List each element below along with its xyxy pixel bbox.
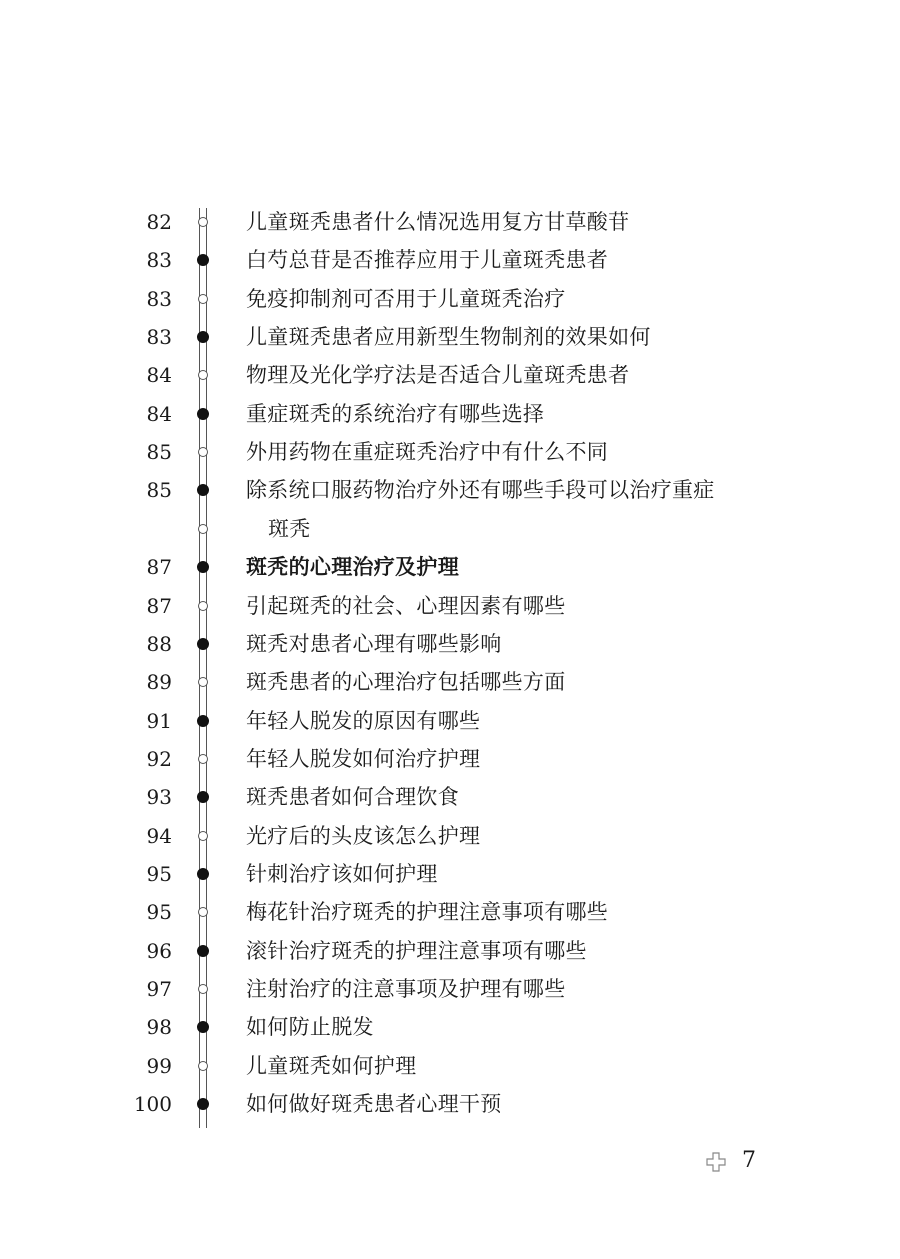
medical-cross-icon xyxy=(706,1152,726,1172)
filled-bullet-icon xyxy=(197,561,209,573)
toc-page-number: 85 xyxy=(146,440,172,465)
toc-entry-title: 引起斑秃的社会、心理因素有哪些 xyxy=(246,593,566,618)
toc-page-number: 84 xyxy=(146,401,172,426)
toc-entry-title: 斑秃患者如何合理饮食 xyxy=(246,785,459,810)
filled-bullet-icon xyxy=(197,1021,209,1033)
toc-entry-title: 白芍总苷是否推荐应用于儿童斑秃患者 xyxy=(246,248,609,273)
toc-entry xyxy=(0,280,900,318)
filled-bullet-icon xyxy=(197,791,209,803)
toc-entry xyxy=(0,1008,900,1046)
hollow-bullet-icon xyxy=(198,907,208,917)
hollow-bullet-icon xyxy=(198,601,208,611)
toc-entry xyxy=(0,855,900,893)
toc-page-number: 96 xyxy=(146,938,172,963)
toc-entry-title: 斑秃患者的心理治疗包括哪些方面 xyxy=(246,670,566,695)
toc-page-number: 91 xyxy=(146,708,172,733)
toc-entry xyxy=(0,663,900,701)
toc-page-number: 95 xyxy=(146,861,172,886)
toc-entry xyxy=(0,817,900,855)
toc-entry xyxy=(0,970,900,1008)
toc-entry xyxy=(0,548,900,586)
hollow-bullet-icon xyxy=(198,1061,208,1071)
toc-page-number: 97 xyxy=(146,977,172,1001)
toc-entry-title: 如何防止脱发 xyxy=(246,1015,374,1040)
hollow-bullet-icon xyxy=(198,984,208,994)
toc-section-heading: 斑秃的心理治疗及护理 xyxy=(246,555,459,580)
toc-entry xyxy=(0,893,900,931)
toc-entry xyxy=(0,433,900,471)
toc-entry xyxy=(0,625,900,663)
filled-bullet-icon xyxy=(197,945,209,957)
toc-entry xyxy=(0,1085,900,1123)
toc-entry xyxy=(0,932,900,970)
toc-page-number: 83 xyxy=(146,325,172,350)
toc-entry-title: 年轻人脱发如何治疗护理 xyxy=(246,746,481,771)
toc-entry xyxy=(0,587,900,625)
toc-page-number: 89 xyxy=(146,670,172,695)
toc-page-number: 99 xyxy=(146,1053,172,1078)
toc-page-number: 85 xyxy=(146,478,172,503)
hollow-bullet-icon xyxy=(198,294,208,304)
toc-entry-title: 滚针治疗斑秃的护理注意事项有哪些 xyxy=(246,938,587,963)
hollow-bullet-icon xyxy=(198,447,208,457)
toc-entry-title: 斑秃对患者心理有哪些影响 xyxy=(246,631,502,656)
toc-entry xyxy=(0,241,900,279)
toc-page-number: 83 xyxy=(146,286,172,311)
page-number: 7 xyxy=(742,1148,756,1173)
toc-page-number: 84 xyxy=(146,363,172,388)
toc-entry xyxy=(0,740,900,778)
toc-page-number: 92 xyxy=(146,746,172,771)
hollow-bullet-icon xyxy=(198,677,208,687)
filled-bullet-icon xyxy=(197,868,209,880)
toc-entry xyxy=(0,318,900,356)
toc-entry-title: 物理及光化学疗法是否适合儿童斑秃患者 xyxy=(246,363,630,388)
toc-entry xyxy=(0,778,900,816)
toc-entry-title: 如何做好斑秃患者心理干预 xyxy=(246,1092,502,1117)
toc-entry-title: 重症斑秃的系统治疗有哪些选择 xyxy=(246,401,545,426)
toc-entry xyxy=(0,203,900,241)
toc-page-number: 93 xyxy=(146,785,172,810)
filled-bullet-icon xyxy=(197,331,209,343)
toc-page-number: 94 xyxy=(146,823,172,848)
toc-entry-title: 除系统口服药物治疗外还有哪些手段可以治疗重症 xyxy=(246,478,715,503)
toc-page-number: 82 xyxy=(146,210,172,234)
toc-page-number: 83 xyxy=(146,248,172,273)
toc-entry xyxy=(0,395,900,433)
toc-entry-title: 针刺治疗该如何护理 xyxy=(246,861,438,886)
toc-entry-title: 免疫抑制剂可否用于儿童斑秃治疗 xyxy=(246,286,566,311)
toc-page-number: 100 xyxy=(133,1092,172,1117)
toc-entry xyxy=(0,1047,900,1085)
hollow-bullet-icon xyxy=(198,831,208,841)
hollow-bullet-icon xyxy=(198,370,208,380)
toc-entry-title: 外用药物在重症斑秃治疗中有什么不同 xyxy=(246,440,609,465)
toc-entry-title: 儿童斑秃患者应用新型生物制剂的效果如何 xyxy=(246,325,651,350)
filled-bullet-icon xyxy=(197,1098,209,1110)
toc-entry xyxy=(0,471,900,509)
toc-entry-title: 光疗后的头皮该怎么护理 xyxy=(246,823,481,848)
toc-page-number: 95 xyxy=(146,900,172,925)
toc-entry-title: 斑秃 xyxy=(268,516,311,541)
toc-entry-title: 年轻人脱发的原因有哪些 xyxy=(246,708,481,733)
toc-entry-title: 注射治疗的注意事项及护理有哪些 xyxy=(246,977,566,1001)
toc-entry xyxy=(0,356,900,394)
hollow-bullet-icon xyxy=(198,754,208,764)
toc-entry xyxy=(0,702,900,740)
filled-bullet-icon xyxy=(197,484,209,496)
toc-page-number: 88 xyxy=(146,631,172,656)
toc-entry-title: 梅花针治疗斑秃的护理注意事项有哪些 xyxy=(246,900,609,925)
filled-bullet-icon xyxy=(197,254,209,266)
toc-page-number: 87 xyxy=(146,555,172,580)
filled-bullet-icon xyxy=(197,638,209,650)
filled-bullet-icon xyxy=(197,408,209,420)
toc-page-number: 98 xyxy=(146,1015,172,1040)
toc-entry-title: 儿童斑秃患者什么情况选用复方甘草酸苷 xyxy=(246,210,630,234)
toc-entry-title: 儿童斑秃如何护理 xyxy=(246,1053,417,1078)
filled-bullet-icon xyxy=(197,715,209,727)
toc-page-number: 87 xyxy=(146,593,172,618)
hollow-bullet-icon xyxy=(198,524,208,534)
toc-entry xyxy=(0,510,900,548)
hollow-bullet-icon xyxy=(198,217,208,227)
